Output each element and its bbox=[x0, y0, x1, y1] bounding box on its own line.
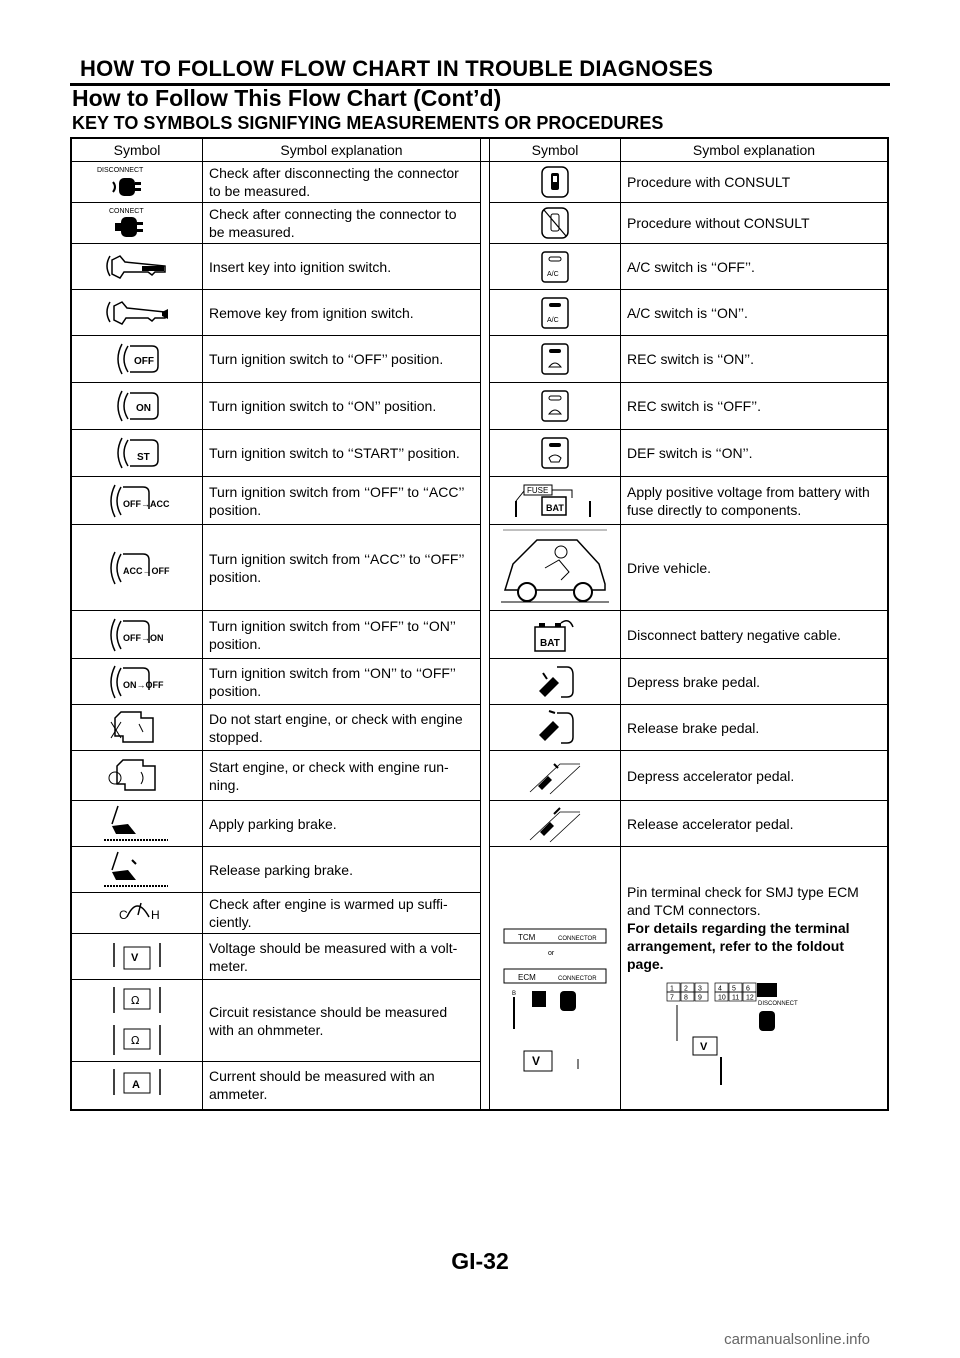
svg-text:V: V bbox=[131, 951, 139, 964]
svg-text:ST: ST bbox=[137, 452, 150, 463]
svg-text:OFF→ON: OFF→ON bbox=[123, 632, 164, 643]
engine-running-icon bbox=[71, 751, 203, 801]
col-header-symbol-left: Symbol bbox=[71, 138, 203, 162]
list-item-text: Apply parking brake. bbox=[203, 801, 481, 847]
list-item-text: Voltage should be measured with a volt-meter. bbox=[203, 934, 481, 980]
svg-text:OFF: OFF bbox=[134, 356, 154, 367]
connect-connector-icon bbox=[71, 203, 203, 244]
connector-pin-number: 12 bbox=[746, 994, 754, 1002]
list-item-text: Do not start engine, or check with engine stopped. bbox=[203, 705, 481, 751]
connector-pin-number: 10 bbox=[718, 994, 726, 1002]
list-item-text: Turn ignition switch to ‘‘START’’ position. bbox=[203, 430, 481, 477]
svg-text:ACC→OFF: ACC→OFF bbox=[123, 565, 170, 576]
list-item-text: Insert key into ignition switch. bbox=[203, 244, 481, 290]
list-item-text: Turn ignition switch from ‘‘OFF’’ to ‘‘ON’’ position. bbox=[203, 611, 481, 659]
table-row bbox=[71, 751, 888, 801]
rec-switch-off-icon bbox=[490, 383, 621, 430]
page-number: GI-32 bbox=[451, 1248, 509, 1274]
connector-pin-number: 1 bbox=[670, 985, 674, 993]
svg-text:BAT: BAT bbox=[540, 637, 560, 649]
connector-pin-number: 3 bbox=[698, 985, 702, 993]
list-item-text: A/C switch is ‘‘OFF’’. bbox=[621, 244, 889, 290]
depress-accelerator-icon bbox=[490, 751, 621, 801]
svg-text:ON→OFF: ON→OFF bbox=[123, 679, 164, 690]
disconnect-battery-icon bbox=[490, 611, 621, 659]
svg-text:CONNECTOR: CONNECTOR bbox=[558, 935, 597, 942]
release-parking-brake-icon bbox=[71, 847, 203, 893]
apply-parking-brake-icon bbox=[71, 801, 203, 847]
battery-voltage-icon bbox=[490, 477, 621, 525]
watermark: carmanualsonline.info bbox=[724, 1331, 870, 1348]
release-brake-icon bbox=[490, 705, 621, 751]
table-row bbox=[71, 244, 888, 290]
remove-key-icon bbox=[71, 290, 203, 336]
svg-text:Ω: Ω bbox=[131, 993, 140, 1007]
symbol-table bbox=[70, 137, 889, 1111]
list-item-text: Start engine, or check with engine run-ning. bbox=[203, 751, 481, 801]
list-item-text: Circuit resistance should be measured with an ohmmeter. bbox=[203, 980, 481, 1062]
list-item-text: REC switch is ‘‘OFF’’. bbox=[621, 383, 889, 430]
list-item-text: Procedure with CONSULT bbox=[621, 162, 889, 203]
ac-switch-on-icon bbox=[490, 290, 621, 336]
table-row bbox=[71, 430, 888, 477]
pin-terminal-check-icon bbox=[490, 847, 621, 1110]
svg-text:ON: ON bbox=[136, 403, 151, 414]
ac-switch-off-icon bbox=[490, 244, 621, 290]
list-item-text: DEF switch is ‘‘ON’’. bbox=[621, 430, 889, 477]
table-row bbox=[71, 290, 888, 336]
list-item-text: REC switch is ‘‘ON’’. bbox=[621, 336, 889, 383]
pin-check-bold-text: For details regarding the terminal arrangement, refer to the foldout page. bbox=[627, 920, 850, 972]
list-item-text: Turn ignition switch from ‘‘ACC’’ to ‘‘OFF’’ position. bbox=[203, 525, 481, 611]
table-row bbox=[71, 847, 888, 893]
svg-text:DISCONNECT: DISCONNECT bbox=[758, 1001, 798, 1007]
svg-text:V: V bbox=[700, 1041, 708, 1053]
drive-vehicle-icon bbox=[490, 525, 621, 611]
pin-check-text: Pin terminal check for SMJ type ECM and TCM connectors. bbox=[627, 884, 859, 918]
list-item-text: Turn ignition switch from ‘‘ON’’ to ‘‘OFF’’ position. bbox=[203, 659, 481, 705]
list-item-text: Depress brake pedal. bbox=[621, 659, 889, 705]
list-item-text: Release parking brake. bbox=[203, 847, 481, 893]
section-heading: KEY TO SYMBOLS SIGNIFYING MEASUREMENTS OR PROCEDURES bbox=[72, 113, 664, 133]
list-item-text: Drive vehicle. bbox=[621, 525, 889, 611]
engine-warm-gauge-icon bbox=[71, 893, 203, 934]
svg-text:CONNECTOR: CONNECTOR bbox=[558, 975, 597, 982]
svg-text:ECM: ECM bbox=[518, 972, 536, 982]
svg-text:OFF→ACC: OFF→ACC bbox=[123, 498, 170, 509]
list-item-text: Release accelerator pedal. bbox=[621, 801, 889, 847]
table-row bbox=[71, 203, 888, 244]
svg-text:A/C: A/C bbox=[547, 316, 559, 324]
list-item-text: Turn ignition switch from ‘‘OFF’’ to ‘‘ACC’’ position. bbox=[203, 477, 481, 525]
list-item-text: Disconnect battery negative cable. bbox=[621, 611, 889, 659]
list-item-text: Remove key from ignition switch. bbox=[203, 290, 481, 336]
pin-arrangement-diagram bbox=[663, 981, 798, 1091]
svg-text:V: V bbox=[532, 1053, 541, 1068]
table-row bbox=[71, 611, 888, 659]
consult-icon bbox=[490, 162, 621, 203]
svg-text:or: or bbox=[548, 949, 555, 957]
ignition-on-to-off-icon bbox=[71, 659, 203, 705]
connector-pin-number: 5 bbox=[732, 985, 736, 993]
list-item-text: Turn ignition switch to ‘‘ON’’ position. bbox=[203, 383, 481, 430]
list-item-text: Check after disconnecting the connector to be measured. bbox=[203, 162, 481, 203]
list-item-text: Release brake pedal. bbox=[621, 705, 889, 751]
rec-switch-on-icon bbox=[490, 336, 621, 383]
page-subtitle: How to Follow This Flow Chart (Cont’d) bbox=[72, 85, 502, 111]
list-item-text: Apply positive voltage from battery with fuse directly to components. bbox=[621, 477, 889, 525]
ignition-on-icon bbox=[71, 383, 203, 430]
list-item-text: Procedure without CONSULT bbox=[621, 203, 889, 244]
svg-text:DISCONNECT: DISCONNECT bbox=[97, 167, 144, 174]
table-row bbox=[71, 162, 888, 203]
table-row bbox=[71, 383, 888, 430]
table-row bbox=[71, 659, 888, 705]
ammeter-icon bbox=[71, 1062, 203, 1110]
connector-pin-number: 7 bbox=[670, 994, 674, 1002]
svg-text:BAT: BAT bbox=[546, 502, 564, 513]
svg-text:C: C bbox=[119, 908, 128, 922]
list-item-text: Depress accelerator pedal. bbox=[621, 751, 889, 801]
svg-text:A/C: A/C bbox=[547, 270, 559, 278]
ignition-off-to-acc-icon bbox=[71, 477, 203, 525]
svg-text:CONNECT: CONNECT bbox=[109, 208, 144, 215]
pin-check-description bbox=[621, 847, 889, 1110]
col-header-explanation-left: Symbol explanation bbox=[203, 138, 481, 162]
engine-stopped-icon bbox=[71, 705, 203, 751]
connector-pin-number: 9 bbox=[698, 994, 702, 1002]
ignition-off-to-on-icon bbox=[71, 611, 203, 659]
table-row bbox=[71, 801, 888, 847]
def-switch-on-icon bbox=[490, 430, 621, 477]
ignition-acc-to-off-icon bbox=[71, 525, 203, 611]
svg-text:A: A bbox=[132, 1079, 140, 1092]
connector-pin-number: 8 bbox=[684, 994, 688, 1002]
svg-text:Ω: Ω bbox=[131, 1033, 140, 1047]
release-accelerator-icon bbox=[490, 801, 621, 847]
svg-text:TCM: TCM bbox=[518, 932, 536, 942]
table-row bbox=[71, 705, 888, 751]
insert-key-icon bbox=[71, 244, 203, 290]
col-header-explanation-right: Symbol explanation bbox=[621, 138, 889, 162]
svg-text:FUSE: FUSE bbox=[527, 485, 549, 495]
svg-text:H: H bbox=[151, 908, 160, 922]
svg-text:B: B bbox=[512, 990, 517, 997]
connector-pin-number: 11 bbox=[732, 994, 740, 1002]
no-consult-icon bbox=[490, 203, 621, 244]
table-row bbox=[71, 477, 888, 525]
table-header-row bbox=[71, 138, 888, 162]
table-row bbox=[71, 525, 888, 611]
connector-pin-number: 4 bbox=[718, 985, 722, 993]
connector-pin-number: 2 bbox=[684, 985, 688, 993]
disconnect-connector-icon bbox=[71, 162, 203, 203]
list-item-text: Turn ignition switch to ‘‘OFF’’ position. bbox=[203, 336, 481, 383]
table-row bbox=[71, 336, 888, 383]
voltmeter-icon bbox=[71, 934, 203, 980]
list-item-text: Current should be measured with an ammeter. bbox=[203, 1062, 481, 1110]
connector-pin-number: 6 bbox=[746, 985, 750, 993]
ignition-start-icon bbox=[71, 430, 203, 477]
list-item-text: Check after engine is warmed up suffi-ciently. bbox=[203, 893, 481, 934]
ohmmeter-icon bbox=[71, 980, 203, 1062]
list-item-text: Check after connecting the connector to be measured. bbox=[203, 203, 481, 244]
ignition-off-icon bbox=[71, 336, 203, 383]
col-header-symbol-right: Symbol bbox=[490, 138, 621, 162]
list-item-text: A/C switch is ‘‘ON’’. bbox=[621, 290, 889, 336]
depress-brake-icon bbox=[490, 659, 621, 705]
section-title: HOW TO FOLLOW FLOW CHART IN TROUBLE DIAGNOSES bbox=[80, 56, 714, 81]
